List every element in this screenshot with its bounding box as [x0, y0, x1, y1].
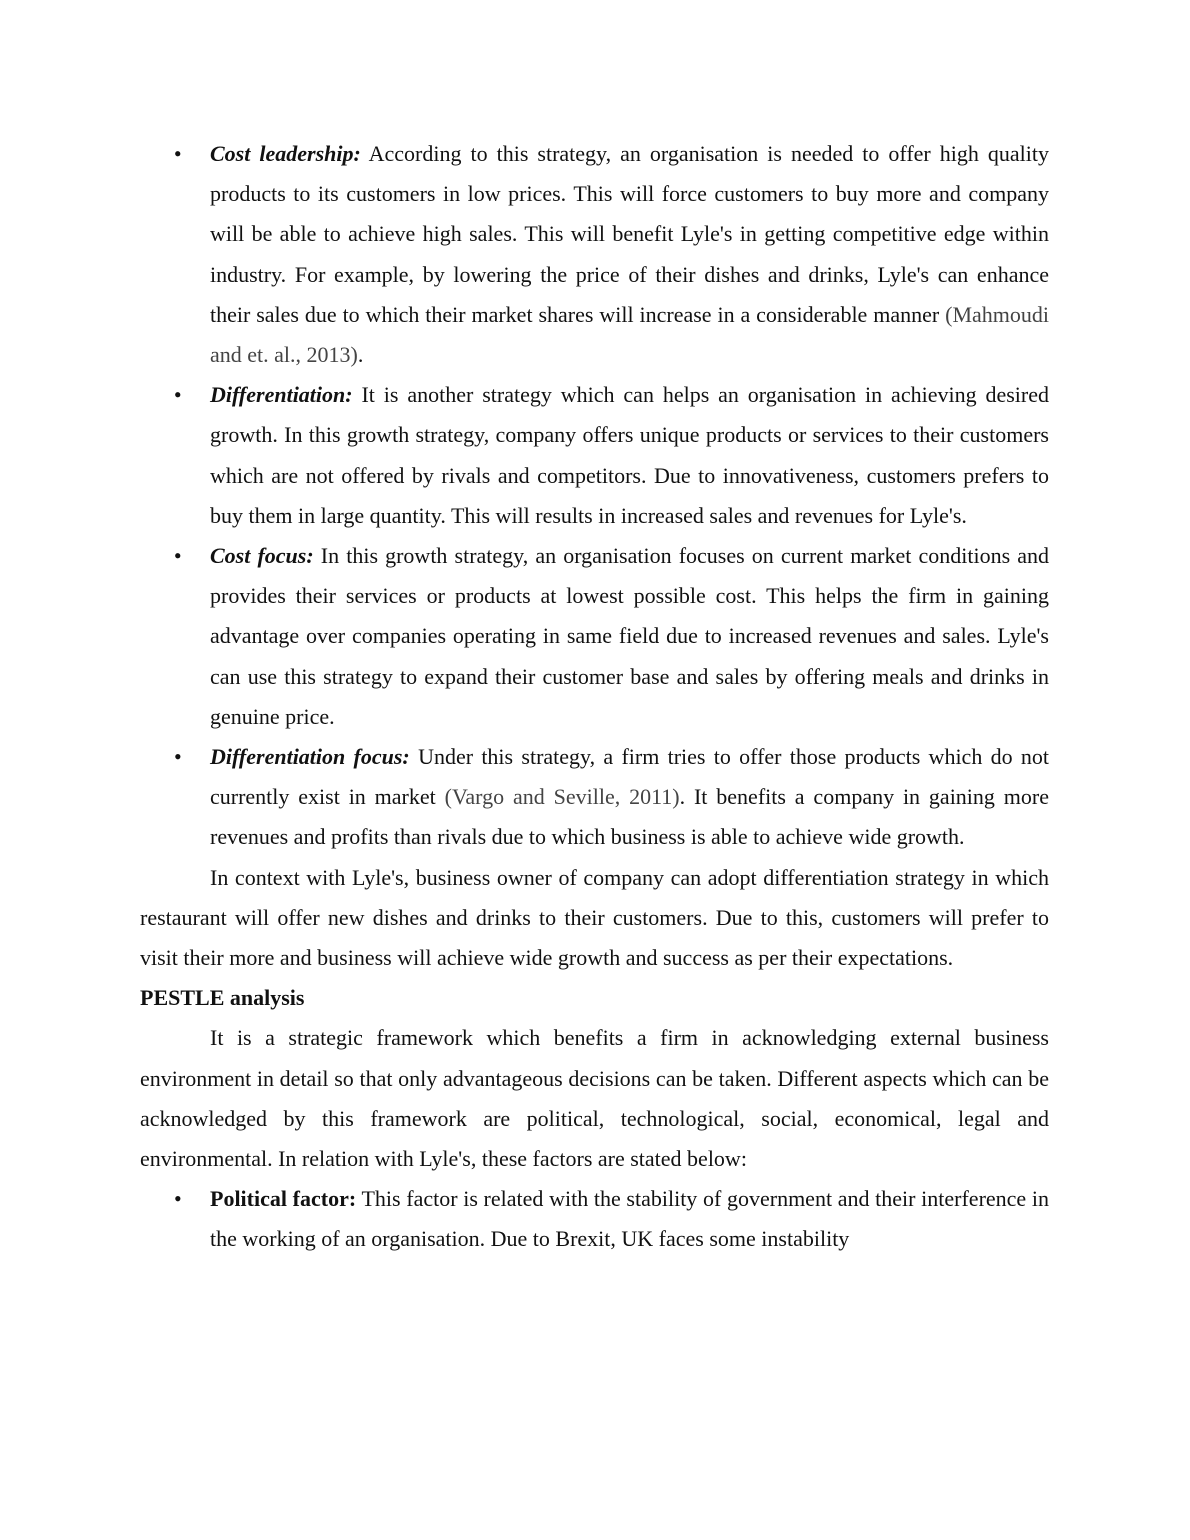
factor-text: This factor is related with the stability of government and their interference in the working of an organisation. Due to Brexit, UK faces some instability	[210, 1186, 1049, 1252]
list-item	[140, 737, 1049, 858]
strategy-text: It is another strategy which can helps an organisation in achieving desired growth. In this growth strategy, company offers unique products or services to their customers which are not offered by rivals and competitors. Due to innovativeness, customers prefers to buy them in large quantity. This will results in increased sales and revenues for Lyle's.	[210, 382, 1049, 528]
bullet-icon: •	[174, 1186, 182, 1212]
document-page	[140, 134, 1049, 1260]
strategy-text: Under this strategy, a firm tries to offer those products which do not currently exist in market	[210, 744, 1049, 810]
strategy-text: In this growth strategy, an organisation focuses on current market conditions and provides their services or products at lowest possible cost. This helps the firm in gaining advantage over companies operating in same field due to increased revenues and sales. Lyle's can use this strategy to expand their customer base and sales by offering meals and drinks in genuine price.	[210, 543, 1049, 729]
bullet-icon: •	[169, 140, 186, 167]
strategy-text-end: .	[357, 342, 364, 368]
list-item	[140, 375, 1049, 536]
strategy-list	[140, 134, 1049, 858]
factor-term: Political factor:	[210, 1186, 357, 1212]
strategy-term: Differentiation:	[210, 382, 353, 408]
list-item	[140, 536, 1049, 737]
bullet-icon: •	[169, 542, 186, 569]
strategy-term: Cost focus:	[210, 543, 314, 569]
section-heading: PESTLE analysis	[140, 985, 305, 1011]
strategy-text-end: . It benefits a company in gaining more revenues and profits than rivals due to which business is able to achieve wide growth.	[210, 784, 1049, 850]
strategy-term: Cost leadership:	[210, 141, 361, 166]
context-paragraph: In context with Lyle's, business owner of company can adopt differentiation strategy in which restaurant will offer new dishes and drinks to their customers. Due to this, customers will prefer to visit their more and business will achieve wide growth and success as per their expectations.	[140, 864, 1049, 971]
strategy-text: According to this strategy, an organisation is needed to offer high quality products to its customers in low prices. This will force customers to buy more and company will be able to achieve high sales. This will benefit Lyle's in getting competitive edge within industry. For example, by lowering the price of their dishes and drinks, Lyle's can enhance their sales due to which their market shares will increase in a considerable manner	[210, 141, 1049, 327]
pestle-intro: It is a strategic framework which benefits a firm in acknowledging external business environment in detail so that only advantageous decisions can be taken. Different aspects which can be acknowledged by this framework are political, technological, social, economical, legal and environmental. In relation with Lyle's, these factors are stated below:	[140, 1025, 1049, 1172]
strategy-term: Differentiation focus:	[210, 744, 410, 770]
citation: (Vargo and Seville, 2011)	[444, 784, 680, 810]
bullet-icon: •	[169, 381, 186, 408]
citation: (Mahmoudi and et. al., 2013)	[210, 301, 1050, 368]
list-item	[140, 1179, 1049, 1259]
bullet-icon: •	[174, 744, 182, 770]
list-item	[140, 134, 1049, 375]
pestle-list	[140, 1179, 1049, 1259]
